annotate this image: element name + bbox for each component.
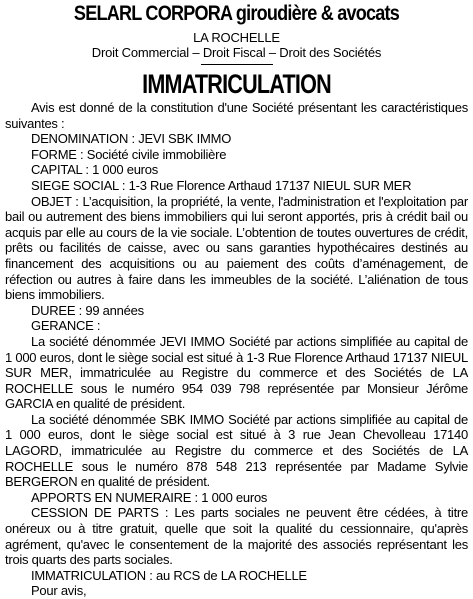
registration-line: IMMATRICULATION : au RCS de LA ROCHELLE [31, 567, 307, 583]
notice-title: IMMATRICULATION [142, 69, 331, 99]
notice-body [5, 100, 468, 599]
share-transfer-paragraph: CESSION DE PARTS : Les parts sociales ne peuvent être cédées, à titre onéreux ou à titre gratuit, quelle que soit la qualité du cessionnaire, qu'après agrément, qu'avec le consentement de la majorité des associés représentant les trois quarts des parts sociales. [5, 505, 468, 568]
header-divider [201, 64, 273, 65]
firm-city: LA ROCHELLE [193, 30, 280, 45]
manager-1-paragraph: La société dénommée JEVI IMMO Société par actions simplifiée au capital de 1 000 euros, dont le siège social est situé à 1-3 Rue Florence Arthaud 17137 NIEUL SUR MER, immatriculée au Registre du commerce et des Sociétés de LA ROCHELLE sous le numéro 954 039 798 représentée par Monsieur Jérôme GARCIA en qualité de président. [5, 333, 468, 412]
registered-office-line: SIEGE SOCIAL : 1-3 Rue Florence Arthaud 17137 NIEUL SUR MER [31, 177, 412, 193]
cash-contributions-line: APPORTS EN NUMERAIRE : 1 000 euros [31, 489, 268, 505]
intro-paragraph: Avis est donné de la constitution d'une Société présentant les caractéristiques suivantes : [5, 100, 468, 131]
closing-line: Pour avis, [31, 583, 87, 599]
duration-line: DUREE : 99 années [31, 302, 144, 318]
denomination-line: DENOMINATION : JEVI SBK IMMO [31, 131, 232, 147]
purpose-paragraph: OBJET : L’acquisition, la propriété, la vente, l'administration et l'exploitation par bail ou autrement des biens immobiliers qui lui seront apportés, pris à crédit bail ou acquis par elle au cours de la vie sociale. L’obtention de toutes ouvertures de crédit, prêts ou facilités de caisse, avec ou sans garanties hypothécaires destinés au financement des acquisitions ou au paiement des coûts d’aménagement, de réfection ou autres à faire dans les immeubles de la société. L’aliénation de tous biens immobiliers. [5, 193, 468, 303]
capital-line: CAPITAL : 1 000 euros [31, 162, 158, 178]
management-heading: GERANCE : [31, 318, 101, 334]
manager-2-paragraph: La société dénommée SBK IMMO Société par actions simplifiée au capital de 1 000 euros, dont le siège social est situé à 3 rue Jean Chevolleau 17140 LAGORD, immatriculée au Registre du commerce et des Sociétés de LA ROCHELLE sous le numéro 878 548 213 représentée par Madame Sylvie BERGERON en qualité de président. [5, 411, 468, 490]
firm-specialties: Droit Commercial – Droit Fiscal – Droit des Sociétés [91, 44, 382, 60]
firm-name: SELARL CORPORA giroudière & avocats [73, 2, 400, 25]
form-line: FORME : Société civile immobilière [31, 146, 227, 162]
